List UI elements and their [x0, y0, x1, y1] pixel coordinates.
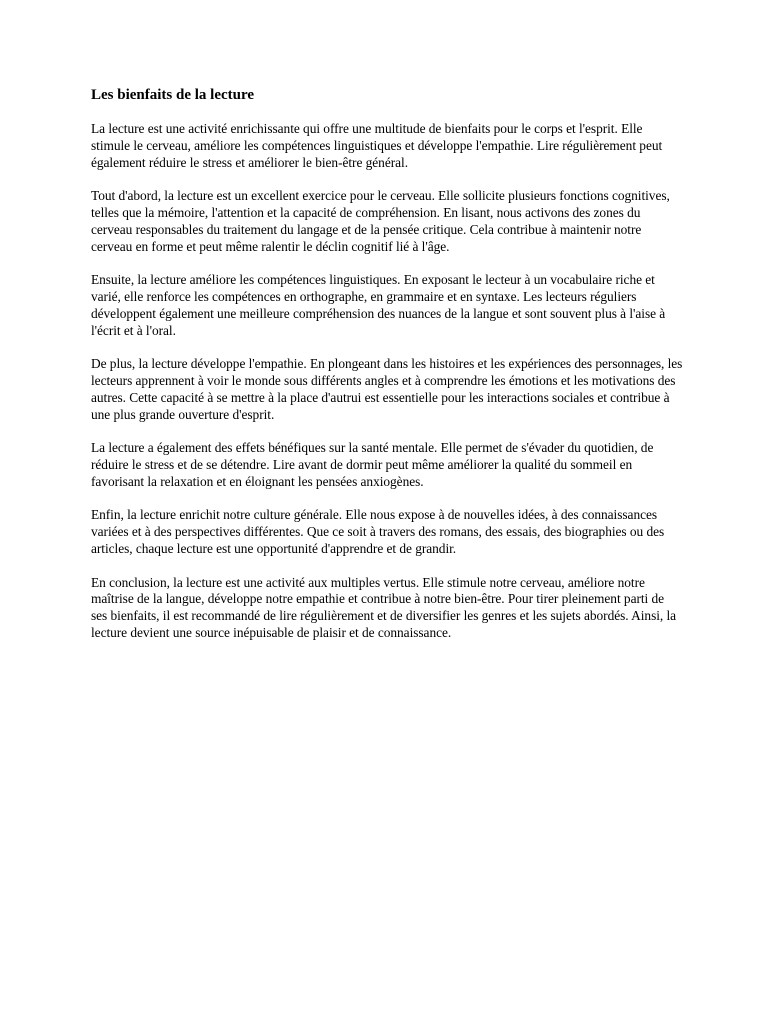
- paragraph-culture: Enfin, la lecture enrichit notre culture générale. Elle nous expose à de nouvelles idées, à des connaissances variées et à des perspectives différentes. Que ce soit à travers des romans, des essais, des biographies ou des articles, chaque lecture est une opportunité d'apprendre et de grandir.: [91, 507, 665, 556]
- paragraph-conclusion: En conclusion, la lecture est une activité aux multiples vertus. Elle stimule notre cerveau, améliore notre maîtrise de la langue, développe notre empathie et contribue à notre bien-être. Pour tirer pleinement parti de ses bienfaits, il est recommandé de lire régulièrement et de diversifier les genres et les sujets abordés. Ainsi, la lecture devient une source inépuisable de plaisir et de connaissance.: [91, 574, 677, 640]
- document-page: [91, 86, 683, 659]
- paragraph-mental-health: La lecture a également des effets bénéfiques sur la santé mentale. Elle permet de s'évader du quotidien, de réduire le stress et de se détendre. Lire avant de dormir peut même améliorer la qualité du sommeil en favorisant la relaxation et en éloignant les pensées anxiogènes.: [91, 440, 654, 489]
- document-title: Les bienfaits de la lecture: [91, 87, 255, 103]
- paragraph-empathy: De plus, la lecture développe l'empathie. En plongeant dans les histoires et les expériences des personnages, les lecteurs apprennent à voir le monde sous différents angles et à comprendre les émotions et les motivations des autres. Cette capacité à se mettre à la place d'autrui est essentielle pour les interactions sociales et contribue à une plus grande ouverture d'esprit.: [91, 356, 683, 422]
- paragraph-intro: La lecture est une activité enrichissante qui offre une multitude de bienfaits pour le corps et l'esprit. Elle stimule le cerveau, améliore les compétences linguistiques et développe l'empathie. Lire régulièrement peut également réduire le stress et améliorer le bien-être général.: [91, 121, 663, 170]
- paragraph-language: Ensuite, la lecture améliore les compétences linguistiques. En exposant le lecteur à un vocabulaire riche et varié, elle renforce les compétences en orthographe, en grammaire et en syntaxe. Les lecteurs réguliers développent également une meilleure compréhension des nuances de la langue et sont souvent plus à l'aise à l'écrit et à l'oral.: [91, 272, 666, 338]
- paragraph-brain: Tout d'abord, la lecture est un excellent exercice pour le cerveau. Elle sollicite plusieurs fonctions cognitives, telles que la mémoire, l'attention et la capacité de compréhension. En lisant, nous activons des zones du cerveau responsables du traitement du langage et de la pensée critique. Cela contribue à maintenir notre cerveau en forme et peut même ralentir le déclin cognitif lié à l'âge.: [91, 188, 670, 254]
